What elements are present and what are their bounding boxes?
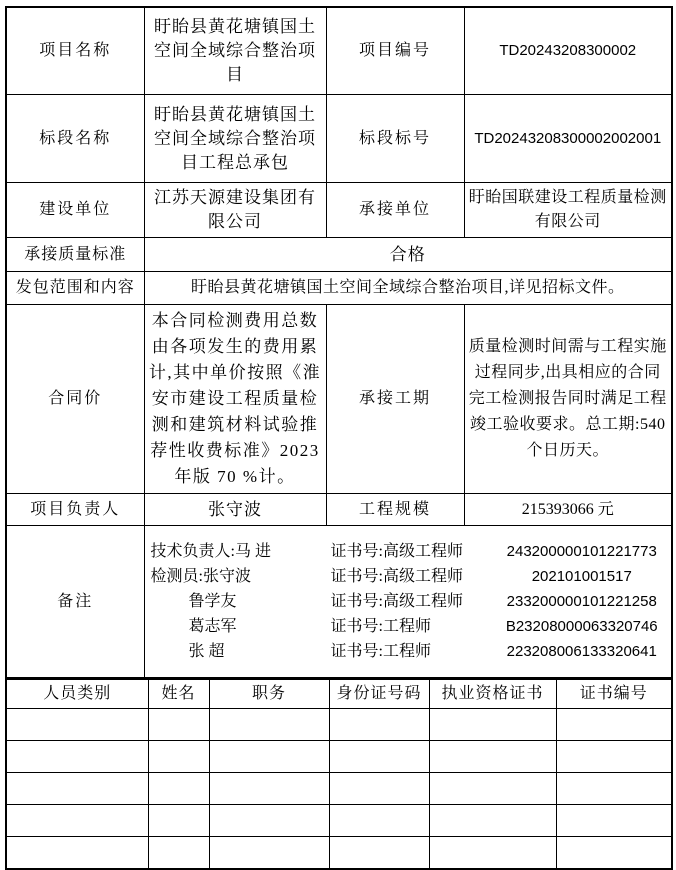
empty-cell: [148, 805, 209, 837]
empty-cell: [556, 709, 672, 741]
empty-cell: [329, 837, 429, 870]
empty-cell: [429, 837, 556, 870]
personnel-empty-row: [6, 741, 672, 773]
undertaking-period-value: 质量检测时间需与工程实施过程同步,出具相应的合同完工检测报告同时满足工程竣工验收要求。总工期:540 个日历天。: [464, 305, 672, 494]
empty-cell: [6, 837, 148, 870]
id-number-header: 身份证号码: [329, 679, 429, 709]
empty-cell: [329, 709, 429, 741]
row-project-leader: [6, 494, 672, 526]
project-scale-label: 工程规模: [326, 494, 464, 526]
remark-person: 张 超: [188, 643, 225, 660]
remark-cert-number: 243200000101221773: [506, 543, 657, 560]
section-number-label: 标段标号: [326, 95, 464, 183]
scope-value: 盱眙县黄花塘镇国土空间全域综合整治项目,详见招标文件。: [144, 272, 672, 305]
empty-cell: [209, 741, 329, 773]
remark-label: 备注: [6, 526, 144, 678]
project-scale-value: 215393066 元: [464, 494, 672, 526]
contract-document: [5, 6, 671, 870]
empty-cell: [148, 837, 209, 870]
row-project-name: [6, 7, 672, 95]
remark-person: 葛志军: [188, 618, 237, 635]
remark-cert-title: 证书号:高级工程师: [330, 543, 463, 560]
remark-cert-number: 233200000101221258: [506, 593, 657, 610]
construction-unit-label: 建设单位: [6, 183, 144, 238]
project-name-label: 项目名称: [6, 7, 144, 95]
empty-cell: [209, 709, 329, 741]
empty-cell: [209, 837, 329, 870]
remark-person: 鲁学友: [188, 593, 237, 610]
remark-cert-number: B23208000063320746: [505, 618, 658, 635]
contract-info-table: [5, 6, 673, 678]
remark-person: 检测员:张守波: [150, 568, 251, 585]
qualification-cert-header: 执业资格证书: [429, 679, 556, 709]
empty-cell: [148, 741, 209, 773]
personnel-category-header: 人员类别: [6, 679, 148, 709]
personnel-empty-row: [6, 805, 672, 837]
row-units: [6, 183, 672, 238]
row-quality-standard: [6, 238, 672, 272]
empty-cell: [556, 805, 672, 837]
remark-line: [151, 589, 672, 614]
undertaking-unit-value: 盱眙国联建设工程质量检测有限公司: [464, 183, 672, 238]
remark-line: [151, 614, 672, 639]
remark-line: [151, 639, 672, 664]
remark-cert-title: 证书号:高级工程师: [330, 568, 463, 585]
contract-price-label: 合同价: [6, 305, 144, 494]
scope-label: 发包范围和内容: [6, 272, 144, 305]
empty-cell: [429, 741, 556, 773]
remark-content: [144, 526, 672, 678]
remark-cert-number: 202101001517: [531, 568, 632, 585]
project-name-value: 盱眙县黄花塘镇国土空间全域综合整治项目: [144, 7, 326, 95]
remark-cert-title: 证书号:工程师: [330, 643, 431, 660]
quality-standard-value: 合格: [144, 238, 672, 272]
project-leader-value: 张守波: [144, 494, 326, 526]
row-section-name: [6, 95, 672, 183]
remark-line: [151, 539, 672, 564]
construction-unit-value: 江苏天源建设集团有限公司: [144, 183, 326, 238]
empty-cell: [429, 709, 556, 741]
quality-standard-label: 承接质量标准: [6, 238, 144, 272]
remark-person: 技术负责人:马 进: [150, 543, 271, 560]
undertaking-period-label: 承接工期: [326, 305, 464, 494]
contract-price-value: 本合同检测费用总数由各项发生的费用累计,其中单价按照《淮安市建设工程质量检测和建筑材料试验推荐性收费标准》2023年版 70 %计。: [144, 305, 326, 494]
section-name-value: 盱眙县黄花塘镇国土空间全域综合整治项目工程总承包: [144, 95, 326, 183]
empty-cell: [148, 709, 209, 741]
section-name-label: 标段名称: [6, 95, 144, 183]
remark-cert-title: 证书号:高级工程师: [330, 593, 463, 610]
empty-cell: [6, 709, 148, 741]
personnel-empty-row: [6, 709, 672, 741]
row-scope: [6, 272, 672, 305]
empty-cell: [6, 805, 148, 837]
personnel-table: [5, 678, 673, 870]
personnel-empty-row: [6, 837, 672, 870]
empty-cell: [6, 741, 148, 773]
row-remark: [6, 526, 672, 678]
position-header: 职务: [209, 679, 329, 709]
project-number-label: 项目编号: [326, 7, 464, 95]
empty-cell: [329, 741, 429, 773]
cert-number-header: 证书编号: [556, 679, 672, 709]
project-number-value: TD20243208300002: [464, 7, 672, 95]
remark-cert-title: 证书号:工程师: [330, 618, 431, 635]
name-header: 姓名: [148, 679, 209, 709]
remark-cert-number: 223208006133320641: [506, 643, 657, 660]
empty-cell: [556, 837, 672, 870]
undertaking-unit-label: 承接单位: [326, 183, 464, 238]
remark-line: [151, 564, 672, 589]
empty-cell: [429, 805, 556, 837]
row-contract-price: [6, 305, 672, 494]
empty-cell: [556, 741, 672, 773]
empty-cell: [329, 805, 429, 837]
project-leader-label: 项目负责人: [6, 494, 144, 526]
personnel-header-row: [6, 679, 672, 709]
section-number-value: TD20243208300002002001: [464, 95, 672, 183]
empty-cell: [209, 805, 329, 837]
